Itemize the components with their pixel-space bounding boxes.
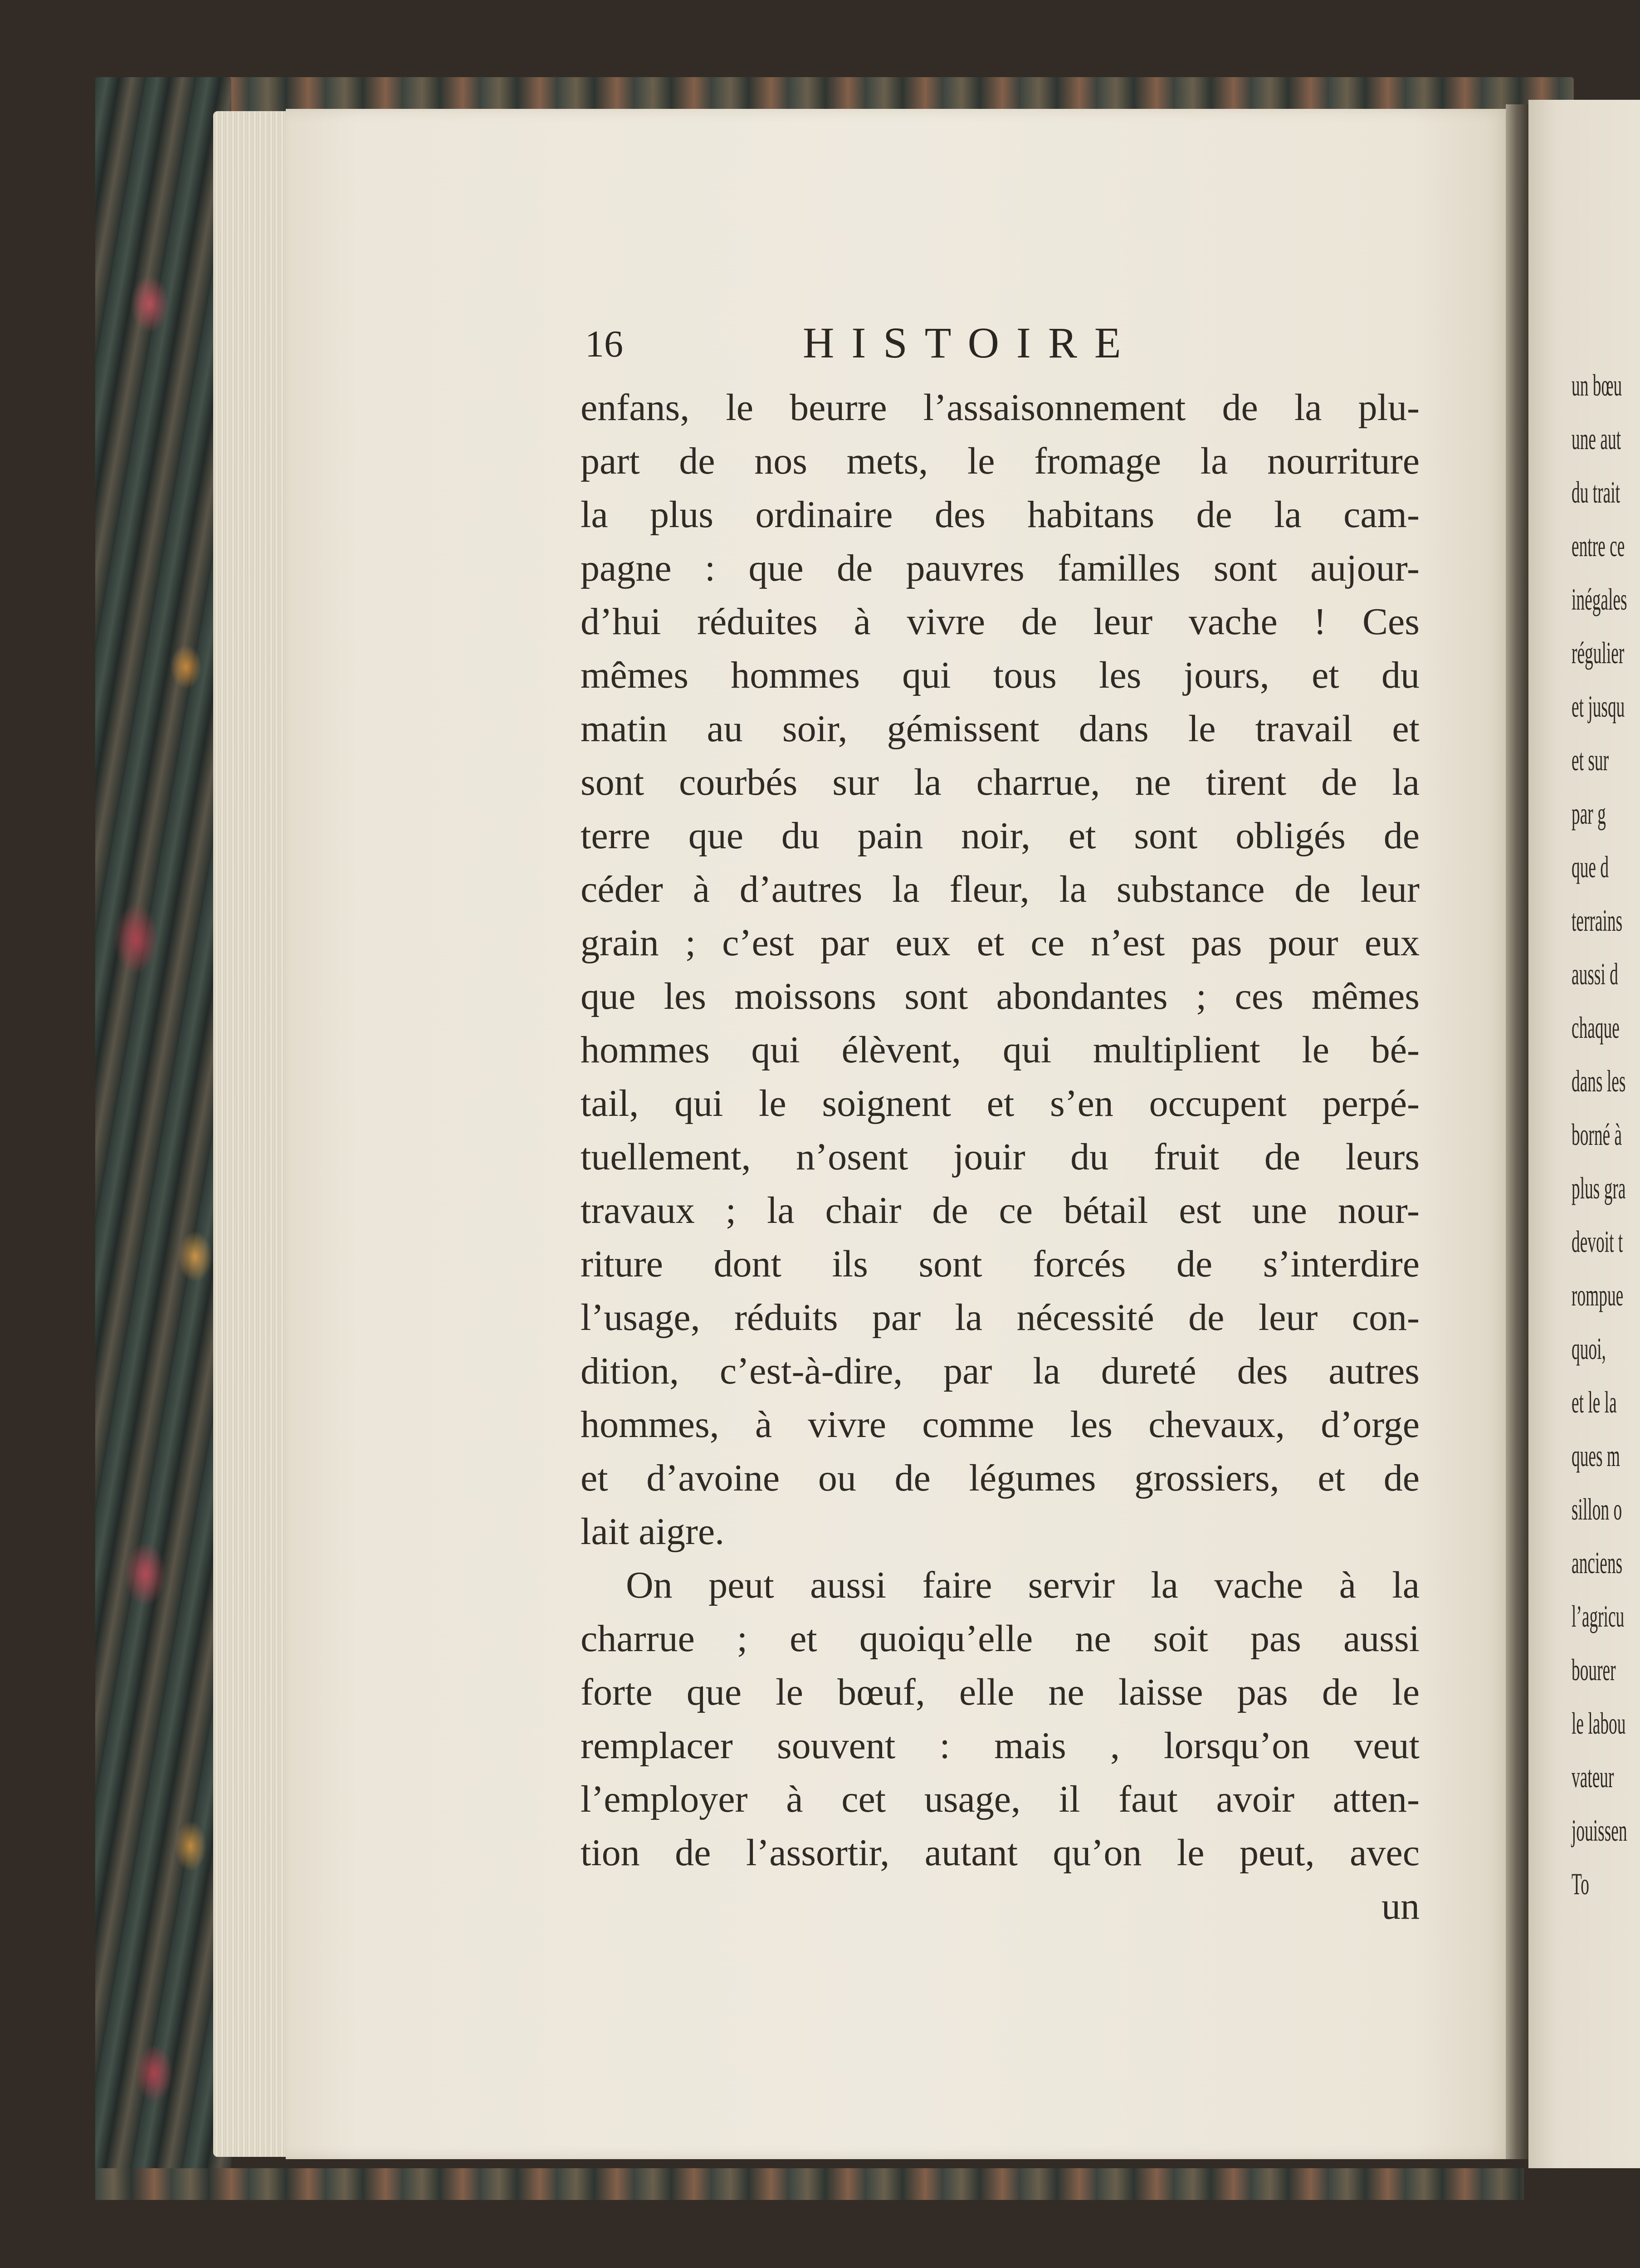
facing-page-fragment: To <box>1572 1867 1589 1901</box>
facing-page-fragment: régulier <box>1572 635 1625 670</box>
text-line: l’employer à cet usage, il faut avoir atten- <box>581 1778 1420 1820</box>
facing-page-fragment: et le la <box>1572 1385 1617 1419</box>
text-line: charrue ; et quoiqu’elle ne soit pas aussi <box>581 1618 1420 1660</box>
facing-page-fragment: devoit t <box>1572 1224 1623 1259</box>
facing-page-fragment: l’agricu <box>1572 1599 1625 1633</box>
text-line: part de nos mets, le fromage la nourriture <box>581 440 1420 482</box>
facing-page-fragment: borné à <box>1572 1117 1622 1152</box>
text-line: tail, qui le soignent et s’en occupent perpé- <box>581 1082 1420 1124</box>
facing-page-fragment: ques m <box>1572 1438 1620 1473</box>
facing-page-fragment: plus gra <box>1572 1171 1626 1205</box>
facing-page-fragment: bourer <box>1572 1652 1616 1687</box>
binding-board-bottom <box>95 2168 1524 2200</box>
text-line: riture dont ils sont forcés de s’interdire <box>581 1243 1420 1285</box>
text-line: l’usage, réduits par la nécessité de leur con- <box>581 1296 1420 1339</box>
text-line: pagne : que de pauvres familles sont aujour- <box>581 547 1420 589</box>
text-line: mêmes hommes qui tous les jours, et du <box>581 654 1420 696</box>
text-line: enfans, le beurre l’assaisonnement de la plu- <box>581 386 1420 429</box>
facing-page-fragment: terrains <box>1572 903 1623 938</box>
text-line: céder à d’autres la fleur, la substance de leur <box>581 868 1420 910</box>
text-line-paragraph-start: On peut aussi faire servir la vache à la <box>626 1564 1420 1606</box>
facing-page-fragment: sillon o <box>1572 1492 1622 1526</box>
text-line: matin au soir, gémissent dans le travail et <box>581 708 1420 750</box>
text-line: grain ; c’est par eux et ce n’est pas pour eux <box>581 922 1420 964</box>
running-title: HISTOIRE <box>803 318 1138 367</box>
facing-page-fragment: et sur <box>1572 743 1609 777</box>
catchword: un <box>1381 1885 1420 1927</box>
facing-page-fragment: entre ce <box>1572 528 1625 563</box>
text-line: hommes qui élèvent, qui multiplient le bé- <box>581 1029 1420 1071</box>
facing-page-fragment: par g <box>1572 796 1606 831</box>
text-line-paragraph-end: lait aigre. <box>581 1510 725 1553</box>
text-line: tuellement, n’osent jouir du fruit de leurs <box>581 1136 1420 1178</box>
facing-page-fragment: vateur <box>1572 1760 1614 1794</box>
facing-page-fragment: une aut <box>1572 421 1621 456</box>
page-number: 16 <box>585 323 623 365</box>
facing-page-fragment: le labou <box>1572 1706 1626 1740</box>
facing-page-fragment: du trait <box>1572 475 1620 509</box>
facing-page-fragment: chaque <box>1572 1010 1620 1045</box>
text-line: tion de l’assortir, autant qu’on le peut, avec <box>581 1832 1420 1874</box>
text-line: d’hui réduites à vivre de leur vache ! Ces <box>581 601 1420 643</box>
book-gutter <box>1506 104 1528 2159</box>
facing-page-fragment: que d <box>1572 850 1609 884</box>
text-line: dition, c’est-à-dire, par la dureté des autres <box>581 1350 1420 1392</box>
text-line: terre que du pain noir, et sont obligés de <box>581 815 1420 857</box>
text-line: et d’avoine ou de légumes grossiers, et de <box>581 1457 1420 1499</box>
marbled-binding-board <box>95 77 231 2200</box>
facing-page-fragment: aussi d <box>1572 957 1618 991</box>
facing-page-fragment: un bœu <box>1572 368 1622 402</box>
text-line: travaux ; la chair de ce bétail est une nour- <box>581 1189 1420 1232</box>
text-line: sont courbés sur la charrue, ne tirent de la <box>581 761 1420 803</box>
facing-page-fragment: inégales <box>1572 582 1627 616</box>
text-line: remplacer souvent : mais , lorsqu’on veut <box>581 1725 1420 1767</box>
facing-page-fragment: anciens <box>1572 1545 1623 1580</box>
text-line: forte que le bœuf, elle ne laisse pas de le <box>581 1671 1420 1713</box>
text-line: hommes, à vivre comme les chevaux, d’orge <box>581 1403 1420 1446</box>
facing-page-fragment: jouissen <box>1572 1813 1627 1848</box>
facing-page-fragment: quoi, <box>1572 1331 1606 1366</box>
text-line: que les moissons sont abondantes ; ces mêmes <box>581 975 1420 1017</box>
facing-page <box>1528 100 1640 2168</box>
facing-page-fragment: dans les <box>1572 1064 1626 1098</box>
facing-page-fragment: et jusqu <box>1572 689 1625 723</box>
page-text <box>581 381 1420 1933</box>
facing-page-fragment: rompue <box>1572 1278 1624 1312</box>
text-line: la plus ordinaire des habitans de la cam- <box>581 494 1420 536</box>
